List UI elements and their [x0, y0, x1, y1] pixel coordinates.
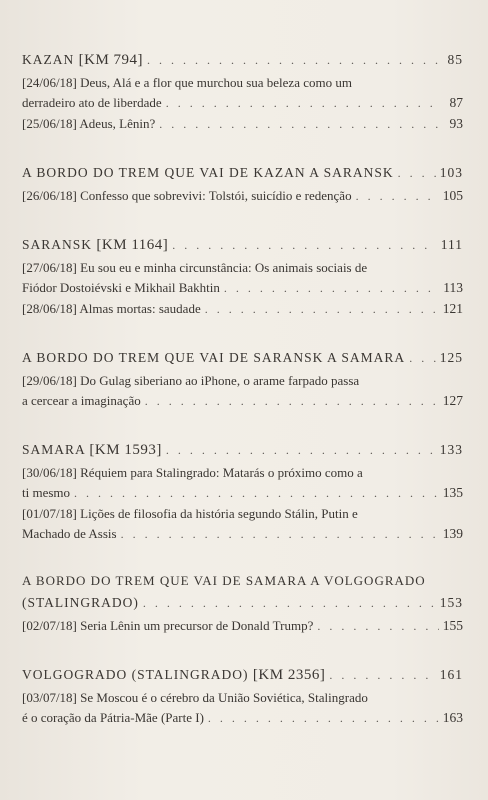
entry-title-line: [24/06/18] Deus, Alá e a flor que murchou sua beleza como um: [22, 75, 352, 90]
entry-page-number: 87: [449, 95, 463, 110]
entry-line: [22, 278, 463, 298]
section-heading-text: A BORDO DO TREM QUE VAI DE SAMARA A VOLGOGRADO: [22, 573, 426, 588]
entry-page-number: 163: [442, 710, 463, 725]
section-heading-text: A BORDO DO TREM QUE VAI DE KAZAN A SARANSK: [22, 165, 394, 180]
entry-title-line: a cercear a imaginação: [22, 393, 141, 408]
entry-page-number: 155: [442, 618, 463, 633]
dot-leader: [398, 161, 436, 185]
entry-title-line: [27/06/18] Eu sou eu e minha circunstância: Os animais sociais de: [22, 260, 368, 275]
toc-entry[interactable]: [22, 616, 463, 636]
toc-section: [22, 48, 463, 134]
section-heading-line[interactable]: [22, 438, 463, 462]
entry-line: [22, 299, 463, 319]
entry-page-number: 113: [443, 280, 463, 295]
toc-section: [22, 161, 463, 206]
section-heading-text: KAZAN: [22, 52, 75, 67]
toc-section: [22, 438, 463, 544]
entry-title-line: [25/06/18] Adeus, Lênin?: [22, 116, 156, 131]
entry-page-number: 127: [442, 393, 463, 408]
toc-entry[interactable]: [22, 114, 463, 134]
toc-entry[interactable]: [22, 688, 463, 728]
dot-leader: [145, 391, 439, 411]
dot-leader: [172, 233, 436, 257]
entry-title-line: derradeiro ato de liberdade: [22, 95, 162, 110]
section-km: [KM 794]: [78, 52, 144, 68]
entry-title-line: [03/07/18] Se Moscou é o cérebro da União Soviética, Stalingrado: [22, 690, 368, 705]
section-heading-line[interactable]: [22, 161, 463, 185]
entry-title-line: [01/07/18] Lições de filosofia da história segundo Stálin, Putin e: [22, 506, 358, 521]
section-heading-text: SARANSK: [22, 237, 93, 252]
dot-leader: [159, 114, 439, 134]
dot-leader: [205, 299, 439, 319]
section-heading: [22, 438, 162, 462]
section-heading: [22, 663, 325, 687]
entry-page-number: 121: [442, 301, 463, 316]
toc-section: [22, 233, 463, 319]
entry-line: [22, 483, 463, 503]
dot-leader: [143, 591, 436, 615]
dot-leader: [208, 708, 439, 728]
dot-leader: [409, 346, 436, 370]
entry-page-number: 93: [449, 116, 463, 131]
entry-title-line: [28/06/18] Almas mortas: saudade: [22, 301, 201, 316]
entry-line: [22, 616, 463, 636]
toc-entry[interactable]: [22, 371, 463, 411]
entry-line: [22, 114, 463, 134]
dot-leader: [224, 278, 439, 298]
entry-title-line: ti mesmo: [22, 485, 71, 500]
entry-title-line: Fiódor Dostoiévski e Mikhail Bakhtin: [22, 280, 220, 295]
section-page-number: 133: [439, 442, 463, 457]
toc-entry[interactable]: [22, 186, 463, 206]
entry-line: [22, 524, 463, 544]
section-heading-line[interactable]: [22, 48, 463, 72]
entry-line: [22, 391, 463, 411]
toc-entry[interactable]: [22, 299, 463, 319]
dot-leader: [147, 48, 439, 72]
dot-leader: [329, 663, 435, 687]
section-page-number: 111: [440, 237, 463, 252]
dot-leader: [166, 93, 439, 113]
section-km: [KM 1593]: [89, 442, 162, 458]
section-km: [KM 2356]: [252, 667, 326, 683]
section-page-number: 153: [439, 595, 463, 610]
section-heading: [22, 48, 143, 72]
section-heading: [22, 161, 394, 185]
entry-page-number: 139: [442, 526, 463, 541]
table-of-contents: [22, 48, 463, 755]
section-heading-text: SAMARA: [22, 442, 86, 457]
toc-entry[interactable]: [22, 73, 463, 113]
toc-section: [22, 663, 463, 728]
section-heading: [22, 233, 168, 257]
section-heading-line[interactable]: [22, 663, 463, 687]
dot-leader: [356, 186, 439, 206]
section-heading-line[interactable]: [22, 591, 463, 615]
entry-title-line: [02/07/18] Seria Lênin um precursor de Donald Trump?: [22, 618, 314, 633]
entry-line: [22, 93, 463, 113]
section-page-number: 103: [439, 165, 463, 180]
entry-title-line: é o coração da Pátria-Mãe (Parte I): [22, 710, 204, 725]
section-heading: [22, 346, 405, 370]
entry-line: [22, 708, 463, 728]
toc-entry[interactable]: [22, 463, 463, 503]
section-heading-text-cont: (STALINGRADO): [22, 595, 139, 610]
section-heading-line[interactable]: [22, 346, 463, 370]
entry-title-line: [30/06/18] Réquiem para Stalingrado: Matarás o próximo como a: [22, 465, 363, 480]
entry-line: [22, 186, 463, 206]
toc-section: [22, 571, 463, 636]
section-heading-text: VOLGOGRADO (STALINGRADO): [22, 667, 249, 682]
section-heading-text: A BORDO DO TREM QUE VAI DE SARANSK A SAMARA: [22, 350, 406, 365]
entry-title-line: Machado de Assis: [22, 526, 117, 541]
toc-entry[interactable]: [22, 258, 463, 298]
dot-leader: [121, 524, 439, 544]
entry-title-line: [29/06/18] Do Gulag siberiano ao iPhone, o arame farpado passa: [22, 373, 360, 388]
section-page-number: 125: [439, 350, 463, 365]
entry-title-line: [26/06/18] Confesso que sobrevivi: Tolstói, suicídio e redenção: [22, 188, 352, 203]
section-heading-line[interactable]: [22, 233, 463, 257]
dot-leader: [317, 616, 438, 636]
section-page-number: 85: [447, 52, 463, 67]
entry-page-number: 105: [442, 188, 463, 203]
toc-entry[interactable]: [22, 504, 463, 544]
entry-page-number: 135: [442, 485, 463, 500]
dot-leader: [166, 438, 436, 462]
toc-section: [22, 346, 463, 411]
section-km: [KM 1164]: [96, 237, 169, 253]
section-heading: [22, 571, 463, 591]
dot-leader: [74, 483, 439, 503]
section-page-number: 161: [439, 667, 463, 682]
